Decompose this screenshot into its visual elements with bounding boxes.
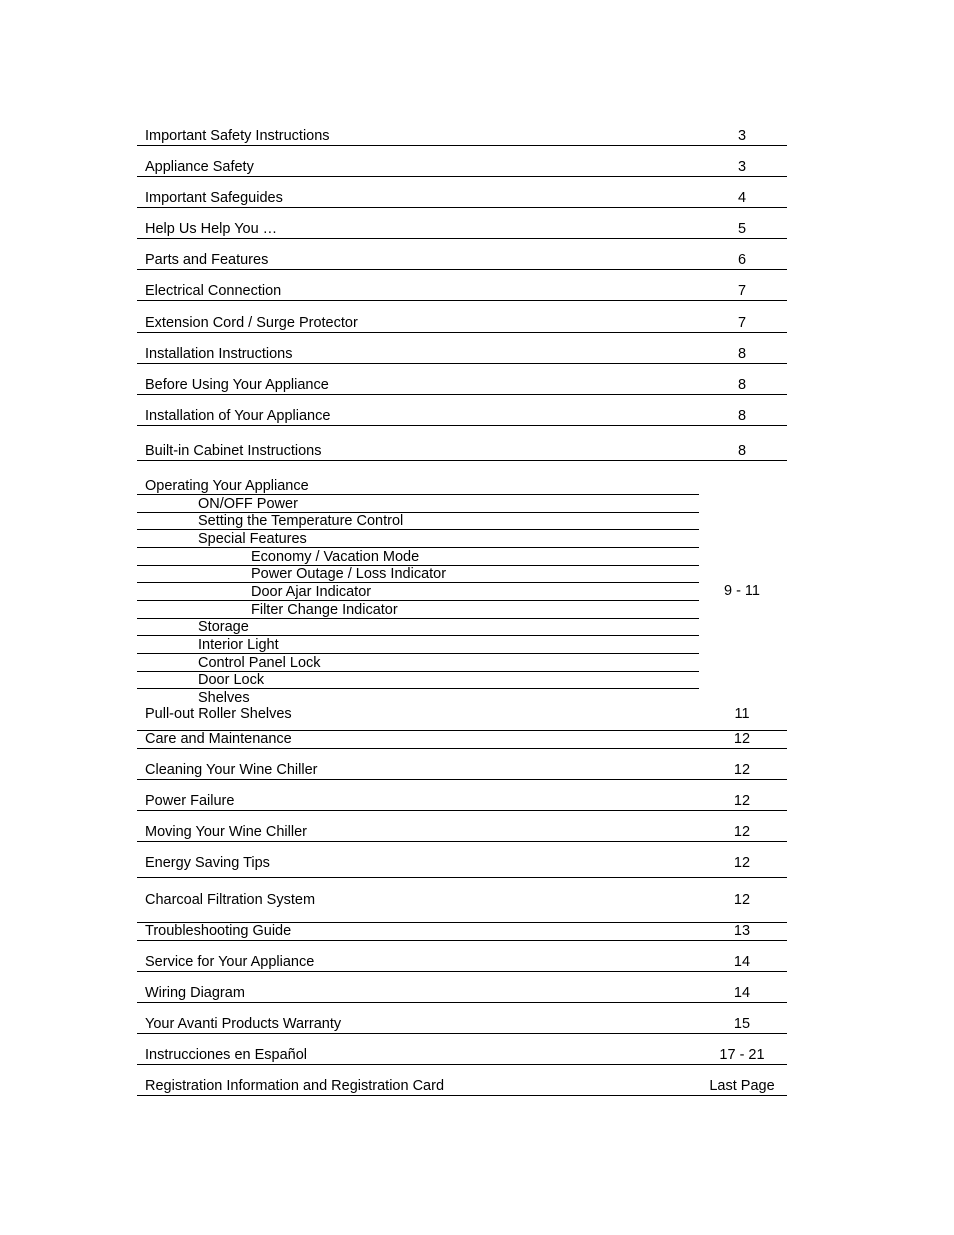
toc-page: 8 — [737, 443, 747, 459]
toc-page: 12 — [733, 793, 751, 809]
toc-title: Care and Maintenance — [145, 731, 292, 747]
toc-title: Interior Light — [198, 637, 279, 653]
toc-row — [137, 375, 787, 395]
toc-title: Parts and Features — [145, 252, 269, 268]
toc-subitem — [137, 601, 699, 619]
toc-title: Important Safety Instructions — [145, 128, 330, 144]
toc-title: Charcoal Filtration System — [145, 892, 316, 908]
toc-page: 12 — [733, 892, 751, 908]
toc-title: Cleaning Your Wine Chiller — [145, 762, 318, 778]
toc-page: 12 — [733, 824, 751, 840]
toc-page: 3 — [737, 159, 747, 175]
toc-title: Troubleshooting Guide — [145, 923, 292, 939]
toc-row — [137, 437, 787, 461]
toc-title: Before Using Your Appliance — [145, 377, 329, 393]
toc-title: Installation of Your Appliance — [145, 408, 331, 424]
toc-title: Storage — [198, 619, 249, 635]
toc-title: Registration Information and Registration Card — [145, 1078, 445, 1094]
toc-title: Setting the Temperature Control — [198, 513, 404, 529]
toc-row — [137, 219, 787, 239]
toc-title: Your Avanti Products Warranty — [145, 1016, 342, 1032]
toc-page: 14 — [733, 985, 751, 1001]
toc-row — [137, 188, 787, 208]
toc-page: 8 — [737, 377, 747, 393]
toc-title: Special Features — [198, 531, 307, 547]
toc-row — [137, 853, 787, 878]
toc-title: Built-in Cabinet Instructions — [145, 443, 322, 459]
toc-title: Control Panel Lock — [198, 655, 321, 671]
toc-subitem — [137, 495, 699, 513]
toc-title: Door Ajar Indicator — [251, 584, 372, 600]
toc-row — [137, 1076, 787, 1096]
toc-page: 13 — [733, 923, 751, 939]
toc-title: Moving Your Wine Chiller — [145, 824, 307, 840]
toc-title: Energy Saving Tips — [145, 855, 270, 871]
toc-page: 8 — [737, 408, 747, 424]
toc-title: Economy / Vacation Mode — [251, 549, 420, 565]
toc-subitem — [137, 530, 699, 548]
toc-page: 12 — [733, 731, 751, 747]
toc-page: 3 — [737, 128, 747, 144]
toc-title: ON/OFF Power — [198, 496, 298, 512]
toc-title: Extension Cord / Surge Protector — [145, 315, 358, 331]
toc-page: 15 — [733, 1016, 751, 1032]
toc-subitem — [137, 636, 699, 654]
toc-subitem — [137, 619, 699, 636]
toc-row — [137, 313, 787, 333]
toc-subitem — [137, 566, 699, 583]
toc-page: 8 — [737, 346, 747, 362]
toc-title: Installation Instructions — [145, 346, 293, 362]
toc-row — [137, 406, 787, 426]
toc-page: 5 — [737, 221, 747, 237]
toc-row — [137, 1014, 787, 1034]
toc-subitem — [137, 548, 699, 566]
toc-page: 7 — [737, 283, 747, 299]
toc-title: Important Safeguides — [145, 190, 283, 206]
toc-title: Service for Your Appliance — [145, 954, 315, 970]
toc-title: Power Failure — [145, 793, 235, 809]
toc-row — [137, 791, 787, 811]
toc-title: Instrucciones en Español — [145, 1047, 308, 1063]
toc-title: Power Outage / Loss Indicator — [251, 566, 447, 582]
toc-row — [137, 1045, 787, 1065]
toc-title: Electrical Connection — [145, 283, 282, 299]
toc-subitem — [137, 672, 699, 689]
toc-subitem — [137, 583, 699, 601]
toc-page: 17 - 21 — [719, 1047, 765, 1063]
toc-page: 14 — [733, 954, 751, 970]
toc-subitem — [137, 513, 699, 530]
toc-row — [137, 344, 787, 364]
toc-title: Appliance Safety — [145, 159, 254, 175]
toc-subitem — [137, 654, 699, 672]
toc-subitem — [137, 689, 699, 706]
toc-row — [137, 126, 787, 146]
toc-row — [137, 952, 787, 972]
toc-page: 4 — [737, 190, 747, 206]
toc-row — [137, 706, 787, 731]
toc-row — [137, 822, 787, 842]
toc-title: Shelves — [198, 690, 250, 706]
toc-page: 7 — [737, 315, 747, 331]
toc-row — [137, 250, 787, 270]
toc-page: 12 — [733, 762, 751, 778]
toc-row — [137, 760, 787, 780]
toc-title: Door Lock — [198, 672, 265, 688]
toc-row — [137, 923, 787, 941]
toc-group-heading — [137, 477, 699, 495]
toc-title: Pull-out Roller Shelves — [145, 706, 292, 722]
toc-title: Filter Change Indicator — [251, 602, 398, 618]
toc-page: 11 — [734, 706, 750, 722]
toc-title: Wiring Diagram — [145, 985, 245, 1001]
toc-row — [137, 731, 787, 749]
toc-title: Help Us Help You … — [145, 221, 278, 237]
toc-page: 12 — [733, 855, 751, 871]
toc-page: Last Page — [709, 1078, 775, 1094]
toc-page: 6 — [737, 252, 747, 268]
toc-row — [137, 890, 787, 923]
toc-title: Operating Your Appliance — [145, 478, 309, 494]
toc-row — [137, 157, 787, 177]
table-of-contents — [137, 0, 787, 1235]
toc-row — [137, 983, 787, 1003]
toc-row — [137, 281, 787, 301]
toc-group-page: 9 - 11 — [723, 583, 760, 599]
